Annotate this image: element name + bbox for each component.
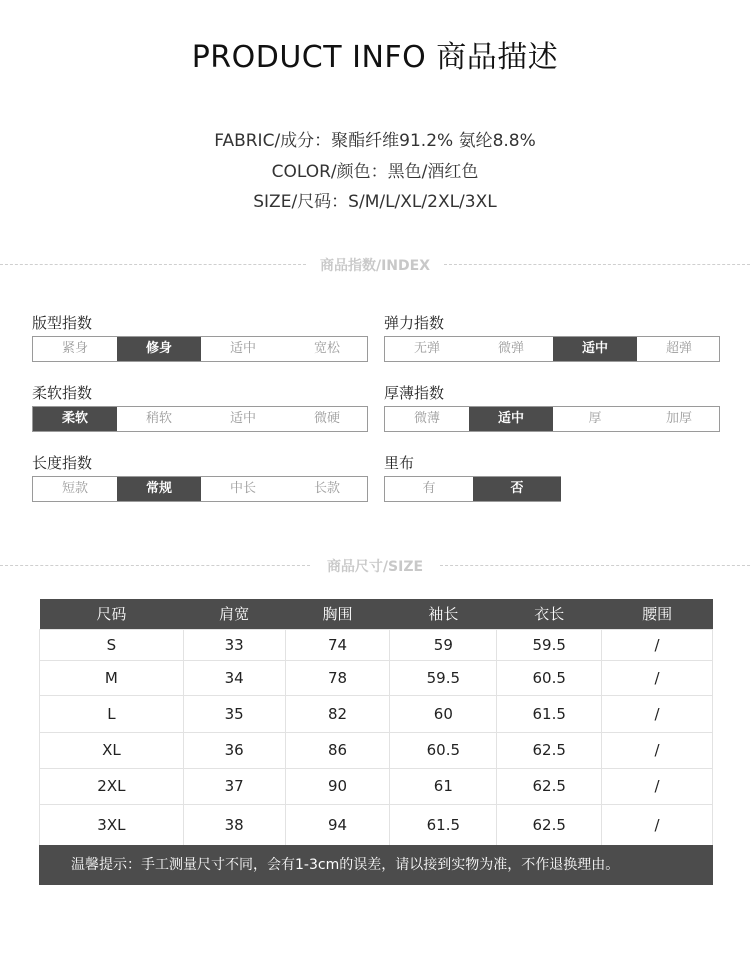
index-option: 有 <box>422 481 436 496</box>
index-option: 稍软 <box>145 411 172 426</box>
column-header: 腰围 <box>602 599 713 629</box>
table-cell: 37 <box>183 768 285 804</box>
index-option: 加厚 <box>665 411 692 426</box>
index-group-title: 柔软指数 <box>32 384 93 402</box>
index-scale <box>384 336 720 362</box>
index-group-title: 里布 <box>384 454 415 472</box>
index-option-selected: 适中 <box>469 407 553 431</box>
table-cell: / <box>602 768 713 804</box>
index-option-selected: 否 <box>473 477 561 501</box>
table-cell: 86 <box>285 732 390 768</box>
column-header: 肩宽 <box>183 599 285 629</box>
index-section-label: 商品指数/INDEX <box>319 258 431 274</box>
table-cell: 74 <box>285 629 390 660</box>
index-scale <box>384 406 720 432</box>
table-row <box>40 768 713 804</box>
index-option-selected: 适中 <box>553 337 637 361</box>
table-row <box>40 660 713 695</box>
table-cell: S <box>40 629 184 660</box>
size-section-label: 商品尺寸/SIZE <box>326 559 424 575</box>
index-scale <box>32 476 368 502</box>
table-cell: 38 <box>183 804 285 845</box>
table-cell: 33 <box>183 629 285 660</box>
index-option: 微弹 <box>497 341 524 356</box>
table-cell: 61 <box>390 768 497 804</box>
index-option-selected: 修身 <box>117 337 201 361</box>
index-option: 超弹 <box>665 341 692 356</box>
index-group-title: 版型指数 <box>32 314 93 332</box>
table-cell: 59 <box>390 629 497 660</box>
divider-line-right <box>440 565 750 566</box>
table-cell: 59.5 <box>390 660 497 695</box>
index-option: 厚 <box>588 411 602 426</box>
index-scale <box>384 476 561 502</box>
table-row <box>40 732 713 768</box>
table-cell: 82 <box>285 695 390 732</box>
index-option: 适中 <box>229 411 256 426</box>
index-option: 无弹 <box>413 341 440 356</box>
index-scale <box>32 406 368 432</box>
size-table <box>39 599 713 846</box>
table-cell: M <box>40 660 184 695</box>
table-row <box>40 695 713 732</box>
index-option: 适中 <box>229 341 256 356</box>
table-cell: 62.5 <box>497 768 602 804</box>
table-cell: 60 <box>390 695 497 732</box>
index-group-lining <box>384 453 720 502</box>
table-cell: / <box>602 660 713 695</box>
index-option: 短款 <box>61 481 88 496</box>
index-option-selected: 柔软 <box>33 407 117 431</box>
table-cell: 59.5 <box>497 629 602 660</box>
index-group-title: 长度指数 <box>32 454 93 472</box>
index-scale <box>32 336 368 362</box>
index-option: 微薄 <box>413 411 440 426</box>
size-info: SIZE/尺码：S/M/L/XL/2XL/3XL <box>253 192 497 212</box>
table-cell: 34 <box>183 660 285 695</box>
table-cell: 61.5 <box>390 804 497 845</box>
table-cell: 35 <box>183 695 285 732</box>
table-cell: / <box>602 629 713 660</box>
index-group-fit <box>32 313 368 362</box>
table-cell: 60.5 <box>497 660 602 695</box>
index-option: 长款 <box>313 481 340 496</box>
index-group-thickness <box>384 383 720 432</box>
table-header-row <box>40 599 713 629</box>
divider-line-right <box>444 264 750 265</box>
table-cell: 61.5 <box>497 695 602 732</box>
fabric-info: FABRIC/成分：聚酯纤维91.2% 氨纶8.8% <box>214 131 536 151</box>
index-group-elasticity <box>384 313 720 362</box>
color-info: COLOR/颜色：黑色/酒红色 <box>271 162 479 182</box>
column-header: 胸围 <box>285 599 390 629</box>
column-header: 衣长 <box>497 599 602 629</box>
column-header: 袖长 <box>390 599 497 629</box>
table-cell: 62.5 <box>497 804 602 845</box>
page-title: PRODUCT INFO 商品描述 <box>191 40 559 75</box>
index-option: 紧身 <box>61 341 88 356</box>
index-option: 宽松 <box>313 341 340 356</box>
index-group-title: 弹力指数 <box>384 314 445 332</box>
index-option: 微硬 <box>313 411 340 426</box>
table-cell: / <box>602 695 713 732</box>
table-cell: 36 <box>183 732 285 768</box>
measurement-notice: 温馨提示：手工测量尺寸不同，会有1-3cm的误差，请以接到实物为准，不作退换理由。 <box>39 845 713 885</box>
column-header: 尺码 <box>40 599 184 629</box>
index-divider <box>0 255 750 275</box>
table-cell: 3XL <box>40 804 184 845</box>
index-option-selected: 常规 <box>117 477 201 501</box>
table-cell: 78 <box>285 660 390 695</box>
index-group-softness <box>32 383 368 432</box>
table-row <box>40 804 713 845</box>
table-cell: L <box>40 695 184 732</box>
table-cell: 90 <box>285 768 390 804</box>
index-group-title: 厚薄指数 <box>384 384 445 402</box>
table-cell: XL <box>40 732 184 768</box>
size-divider <box>0 556 750 576</box>
table-cell: 2XL <box>40 768 184 804</box>
index-group-length <box>32 453 368 502</box>
table-cell: 62.5 <box>497 732 602 768</box>
table-cell: 94 <box>285 804 390 845</box>
table-cell: 60.5 <box>390 732 497 768</box>
table-row <box>40 629 713 660</box>
index-option: 中长 <box>229 481 256 496</box>
table-cell: / <box>602 804 713 845</box>
table-cell: / <box>602 732 713 768</box>
